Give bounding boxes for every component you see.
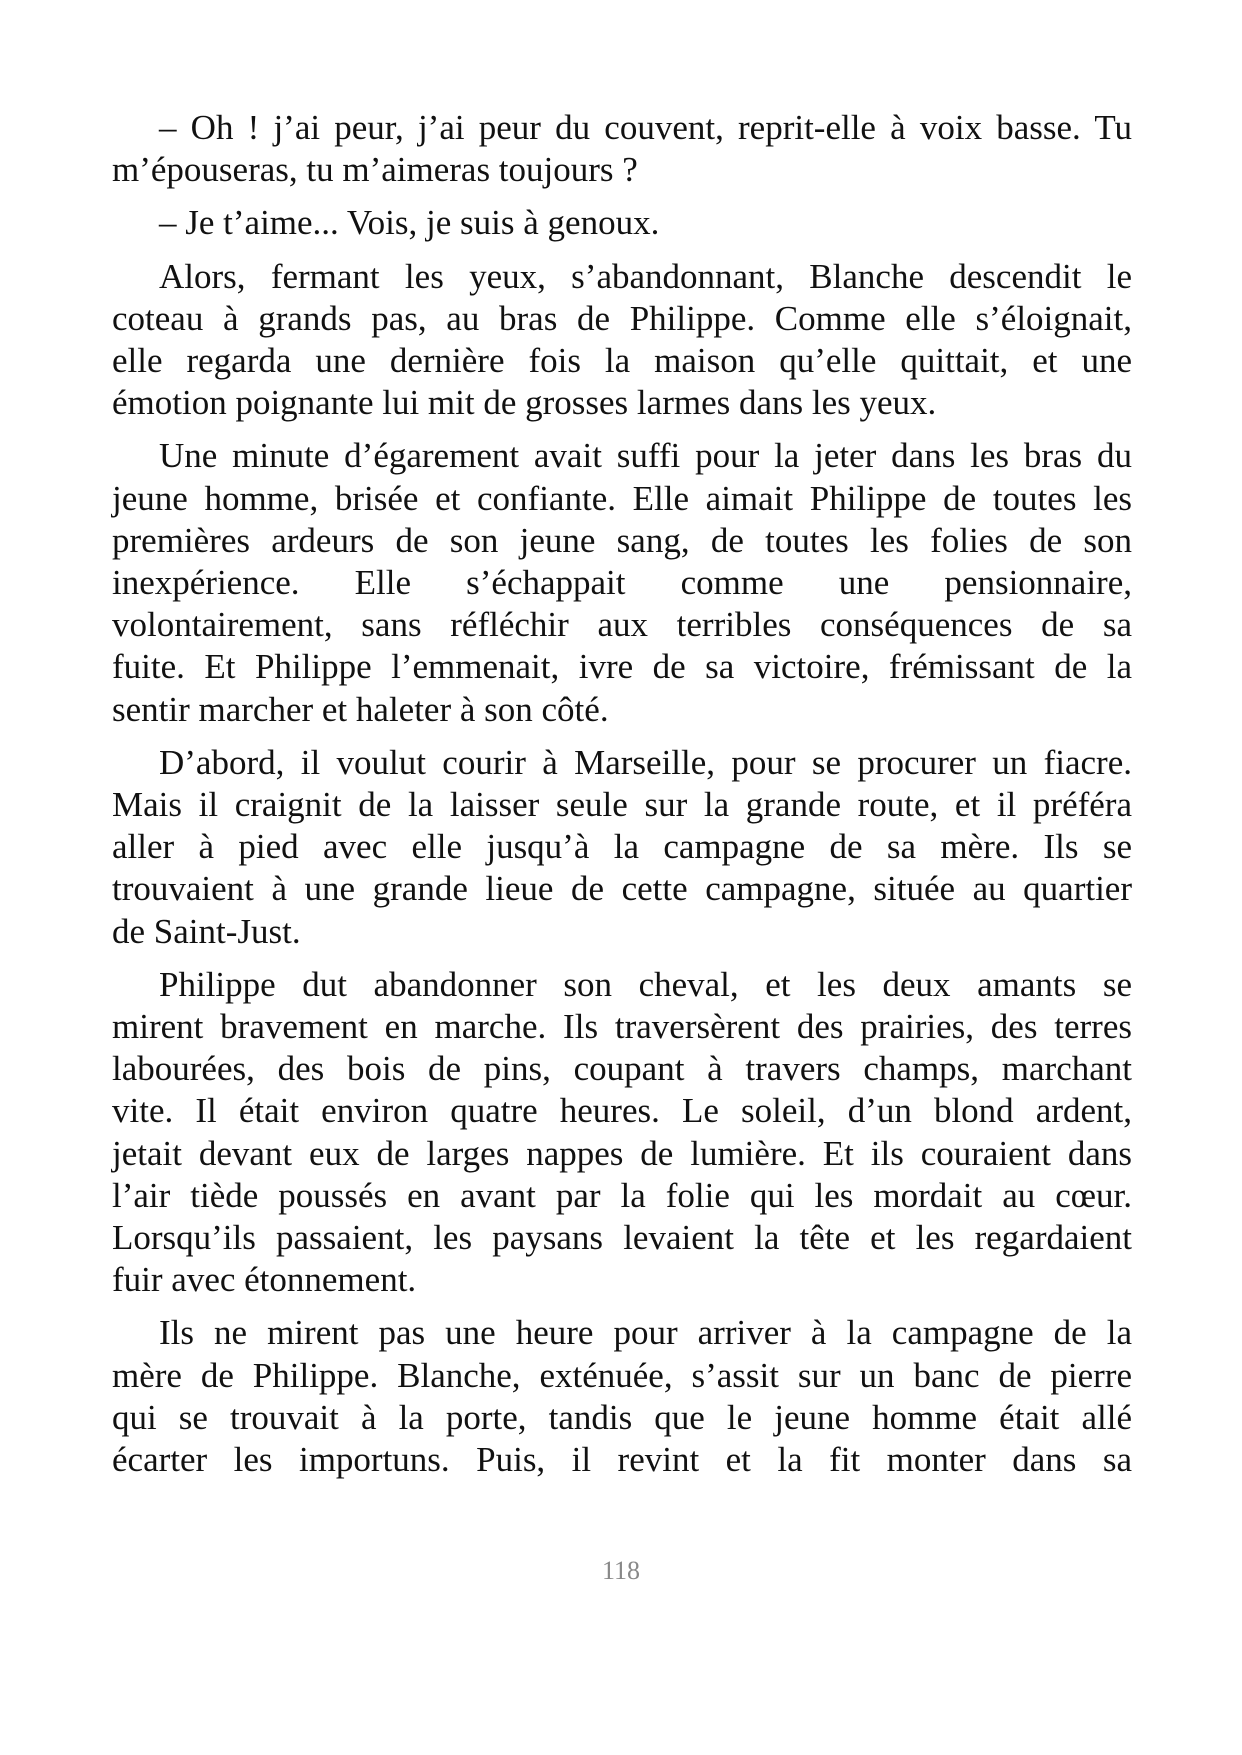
text-line: premières ardeurs de son jeune sang, de toutes les folies de son [112,520,1132,560]
text-line: mère de Philippe. Blanche, exténuée, s’assit sur un banc de pierre [112,1355,1132,1395]
text-line: sentir marcher et haleter à son côté. [112,689,609,729]
text-line: aller à pied avec elle jusqu’à la campagne de sa mère. Ils se [112,827,1132,867]
text-line: Une minute d’égarement avait suffi pour la jeter dans les bras du [159,436,1132,476]
text-line: jeune homme, brisée et confiante. Elle aimait Philippe de toutes les [112,478,1132,518]
text-line: fuite. Et Philippe l’emmenait, ivre de sa victoire, frémissant de la [112,647,1132,687]
text-line: mirent bravement en marche. Ils traversèrent des prairies, des terres [112,1007,1132,1047]
text-line: elle regarda une dernière fois la maison qu’elle quittait, et une [112,341,1132,381]
text-line: trouvaient à une grande lieue de cette campagne, située au quartier [112,869,1132,909]
text-line: – Oh ! j’ai peur, j’ai peur du couvent, reprit-elle à voix basse. Tu [159,108,1132,147]
text-line: – Je t’aime... Vois, je suis à genoux. [159,203,660,243]
paragraph [112,202,1132,244]
text-line: inexpérience. Elle s’échappait comme une pensionnaire, [112,563,1132,603]
page-number: 118 [601,1556,641,1585]
paragraph [112,1312,1132,1481]
text-line: Ils ne mirent pas une heure pour arriver à la campagne de la [159,1313,1132,1353]
text-line: m’épouseras, tu m’aimeras toujours ? [112,150,638,190]
paragraph [112,742,1132,953]
text-line: volontairement, sans réfléchir aux terribles conséquences de sa [112,605,1132,645]
text-line: D’abord, il voulut courir à Marseille, pour se procurer un fiacre. [159,742,1132,782]
page-body [112,107,1132,1492]
text-line: qui se trouvait à la porte, tandis que le jeune homme était allé [112,1397,1132,1437]
text-line: vite. Il était environ quatre heures. Le soleil, d’un blond ardent, [112,1091,1132,1131]
text-line: écarter les importuns. Puis, il revint et la fit monter dans sa [112,1440,1132,1480]
paragraph [112,435,1132,730]
text-line: Philippe dut abandonner son cheval, et les deux amants se [159,964,1132,1004]
text-line: labourées, des bois de pins, coupant à travers champs, marchant [112,1049,1132,1089]
text-line: l’air tiède poussés en avant par la folie qui les mordait au cœur. [112,1175,1132,1215]
paragraph [112,107,1132,191]
text-line: Mais il craignit de la laisser seule sur la grande route, et il préféra [112,785,1132,825]
paragraph [112,964,1132,1302]
text-line: Alors, fermant les yeux, s’abandonnant, Blanche descendit le [159,256,1132,296]
paragraph [112,256,1132,425]
text-line: coteau à grands pas, au bras de Philippe. Comme elle s’éloignait, [112,298,1132,338]
text-line: émotion poignante lui mit de grosses larmes dans les yeux. [112,383,937,423]
text-line: jetait devant eux de larges nappes de lumière. Et ils couraient dans [112,1133,1132,1173]
text-line: Lorsqu’ils passaient, les paysans levaient la tête et les regardaient [112,1218,1132,1258]
text-line: de Saint-Just. [112,911,301,951]
text-line: fuir avec étonnement. [112,1260,417,1300]
